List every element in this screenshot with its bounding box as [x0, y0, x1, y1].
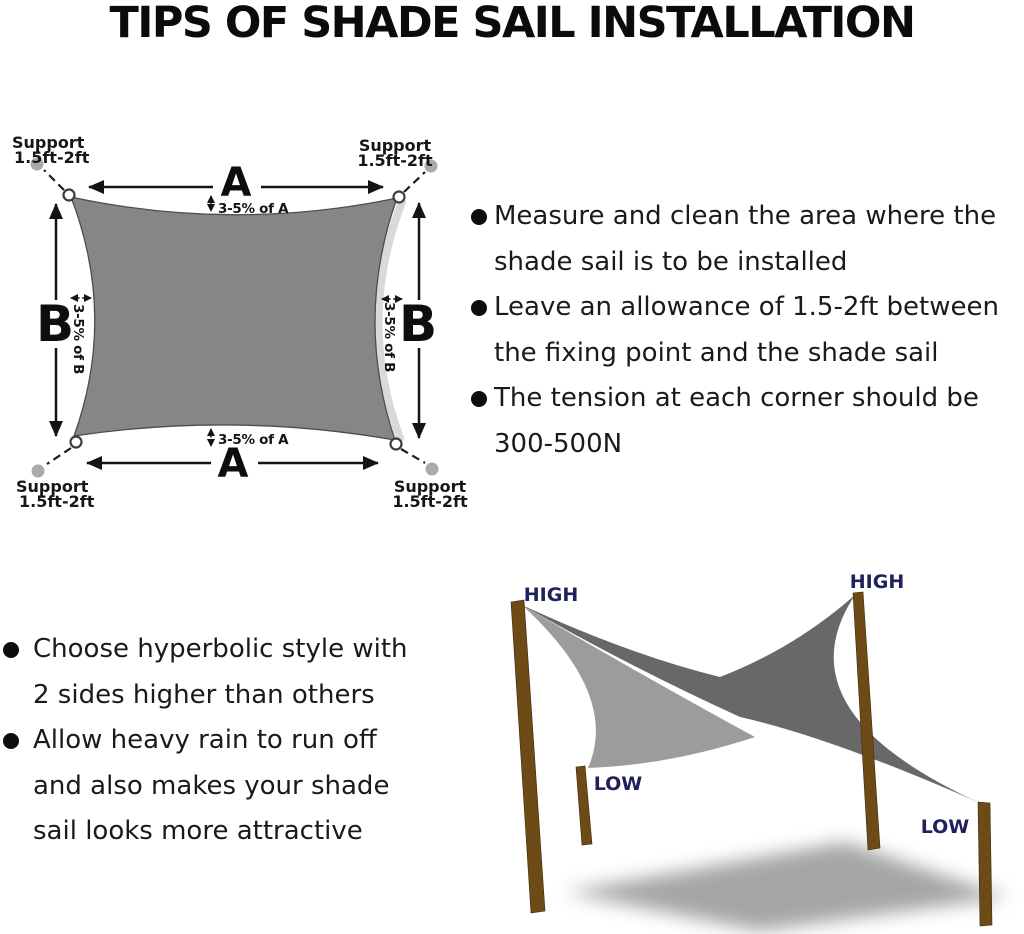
bullet-icon: [471, 391, 487, 407]
side-a-label: A: [217, 441, 249, 487]
shade-sail-shape: [71, 197, 397, 440]
list-item: [0, 627, 460, 718]
ground-shadow: [565, 842, 1008, 931]
bullet-icon: [471, 300, 487, 316]
support-label: Support: [393, 477, 467, 496]
dimension-diagram: [0, 108, 470, 533]
sag-b-label: 3-5% of B: [381, 302, 397, 373]
support-label: 1.5ft-2ft: [392, 492, 468, 511]
tip-text: the fixing point and the shade sail: [494, 337, 939, 368]
tip-text: Allow heavy rain to run off: [33, 725, 377, 755]
hyperbolic-sail-illustration: [460, 555, 1024, 934]
dimension-a-bottom: [87, 429, 378, 487]
dimension-b-left: [36, 204, 91, 436]
post-low-right: [978, 802, 992, 926]
page-title: TIPS OF SHADE SAIL INSTALLATION: [109, 0, 915, 48]
list-item: [455, 376, 1024, 467]
support-label: Support: [358, 136, 432, 155]
list-item: [0, 718, 460, 855]
tip-text: Choose hyperbolic style with: [33, 634, 408, 664]
tip-text: and also makes your shade: [33, 770, 390, 801]
list-item: [455, 285, 1024, 376]
tip-text: sail looks more attractive: [33, 816, 363, 846]
sag-a-label: 3-5% of A: [218, 432, 289, 448]
style-tips-list: [0, 627, 460, 855]
bullet-icon: [471, 209, 487, 225]
side-b-label: B: [398, 295, 438, 353]
corner-ring-icon: [391, 439, 402, 450]
high-label: HIGH: [523, 584, 579, 606]
support-label: 1.5ft-2ft: [19, 492, 95, 511]
tip-text: The tension at each corner should be: [494, 383, 979, 413]
sag-a-label: 3-5% of A: [218, 201, 289, 217]
corner-ring-icon: [64, 190, 75, 201]
post-low-left: [576, 766, 592, 845]
support-label: 1.5ft-2ft: [14, 148, 90, 167]
support-label: Support: [16, 477, 89, 496]
list-item: [455, 194, 1024, 285]
installation-tips-list: [455, 194, 1024, 467]
low-label: LOW: [920, 816, 970, 838]
tip-text: 300-500N: [494, 428, 623, 459]
tip-text: Measure and clean the area where the: [494, 201, 997, 231]
tip-text: shade sail is to be installed: [494, 246, 848, 277]
bullet-icon: [3, 733, 19, 749]
tip-text: Leave an allowance of 1.5-2ft between: [494, 292, 999, 322]
bullet-icon: [3, 642, 19, 658]
support-label: Support: [12, 133, 85, 152]
support-anchor-icon: [426, 463, 439, 476]
support-anchor-icon: [32, 465, 45, 478]
low-label: LOW: [593, 773, 643, 795]
sag-b-label: 3-5% of B: [70, 304, 86, 375]
high-label: HIGH: [849, 571, 905, 593]
tip-text: 2 sides higher than others: [33, 679, 375, 710]
side-a-label: A: [220, 160, 252, 206]
corner-ring-icon: [394, 192, 405, 203]
post-high-left: [511, 600, 545, 913]
side-b-label: B: [35, 295, 75, 353]
support-label: 1.5ft-2ft: [357, 151, 433, 170]
corner-ring-icon: [71, 437, 82, 448]
